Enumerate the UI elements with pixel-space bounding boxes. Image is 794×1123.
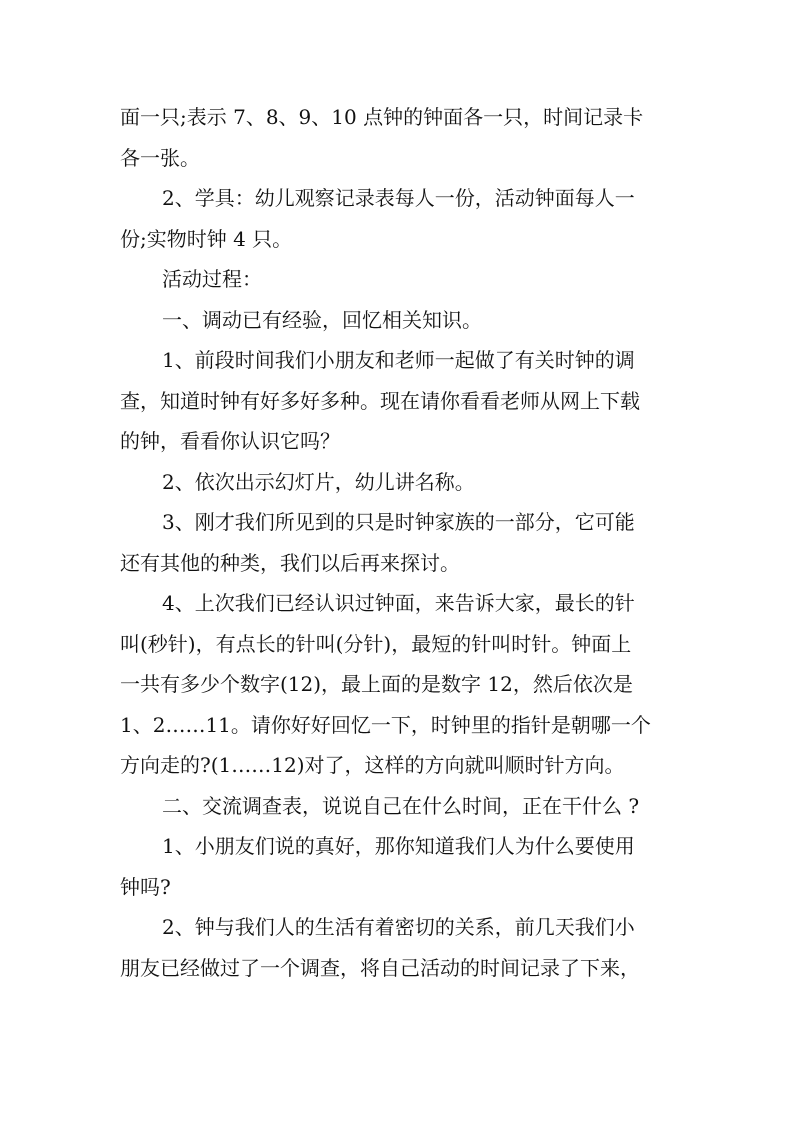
text-line: 的钟，看看你认识它吗？ (120, 429, 340, 453)
text-line: 朋友已经做过了一个调查，将自己活动的时间记录了下来， (120, 955, 640, 980)
text-line: 叫(秒针)，有点长的针叫(分针)，最短的针叫时针。钟面上 (120, 631, 632, 656)
text-line: 2、依次出示幻灯片，幼儿讲名称。 (162, 469, 475, 494)
text-line: 还有其他的种类，我们以后再来探讨。 (120, 550, 460, 575)
text-line: 1、前段时间我们小朋友和老师一起做了有关时钟的调 (162, 348, 635, 372)
text-line: 面一只;表示 7、8、9、10 点钟的钟面各一只，时间记录卡 (120, 105, 644, 129)
text-line: 各一张。 (120, 145, 200, 170)
text-line: 4、上次我们已经认识过钟面，来告诉大家，最长的针 (162, 591, 635, 615)
text-line: 方向走的?(1……12)对了，这样的方向就叫顺时针方向。 (120, 753, 625, 777)
text-line: 3、刚才我们所见到的只是时钟家族的一部分，它可能 (162, 510, 635, 534)
text-line: 1、小朋友们说的真好，那你知道我们人为什么要使用 (162, 834, 635, 858)
document-body (120, 97, 680, 988)
section-heading: 活动过程： (162, 267, 262, 291)
text-line: 查，知道时钟有好多好多种。现在请你看看老师从网上下载 (120, 388, 640, 413)
text-line: 一共有多少个数字(12)，最上面的是数字 12，然后依次是 (120, 672, 633, 696)
text-line: 份;实物时钟 4 只。 (120, 226, 293, 251)
section-heading: 一、调动已有经验，回忆相关知识。 (162, 307, 482, 332)
text-line: 1、2……11。请你好好回忆一下，时钟里的指针是朝哪一个 (120, 712, 651, 737)
section-heading: 二、交流调查表，说说自己在什么时间，正在干什么 ? (162, 793, 640, 818)
text-line: 钟吗? (120, 874, 171, 899)
text-line: 2、钟与我们人的生活有着密切的关系，前几天我们小 (162, 915, 635, 939)
text-line: 2、学具：幼儿观察记录表每人一份，活动钟面每人一 (162, 186, 635, 210)
